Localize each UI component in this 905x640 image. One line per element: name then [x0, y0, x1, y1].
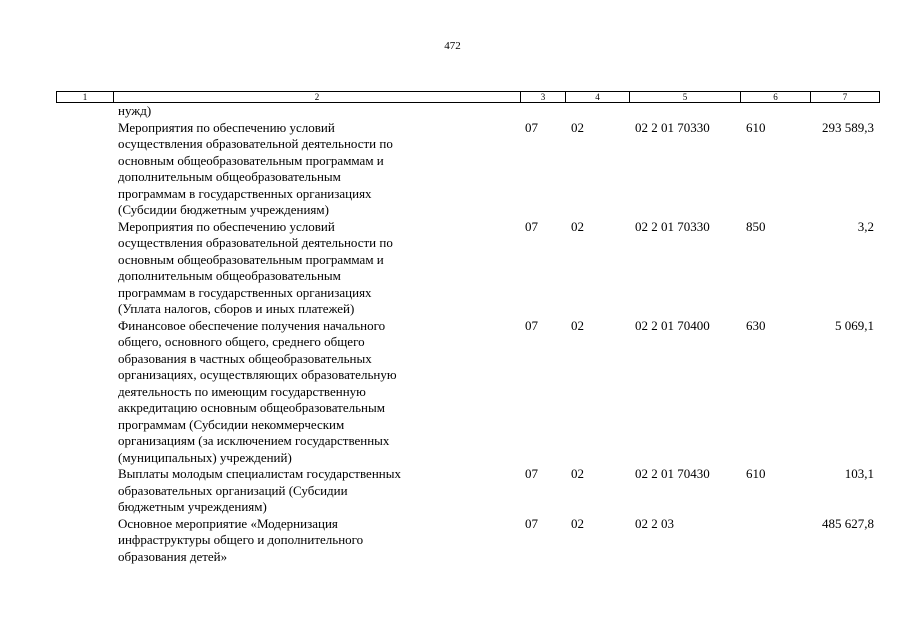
section-code-cell: 07	[525, 218, 538, 234]
expense-name-line: дополнительным общеобразовательным	[118, 169, 341, 184]
expense-name-cell	[113, 516, 520, 566]
header-col-2: 2	[114, 92, 521, 102]
amount-cell: 5 069,1	[835, 317, 874, 333]
table-row	[56, 219, 880, 318]
expense-name-line: Мероприятия по обеспечению условий	[118, 119, 335, 135]
expense-name-cell	[113, 120, 520, 219]
table-row	[56, 103, 880, 120]
header-col-1: 1	[57, 92, 114, 102]
target-article-cell: 02 2 01 70400	[635, 317, 710, 333]
amount-cell	[810, 103, 880, 120]
expense-name-line: Финансовое обеспечение получения начального	[118, 317, 386, 333]
row-spacer-cell	[56, 120, 113, 219]
amount-cell: 293 589,3	[822, 119, 874, 135]
table-header-row	[56, 91, 880, 103]
section-code-cell: 07	[525, 317, 538, 333]
expense-name-line: инфраструктуры общего и дополнительного	[118, 532, 364, 547]
expense-name-line: программам в государственных организациях	[118, 185, 372, 201]
amount-cell: 485 627,8	[822, 515, 874, 531]
expense-name-line: образования детей»	[118, 548, 228, 564]
section-code-cell	[520, 103, 565, 120]
expense-type-cell: 610	[746, 119, 766, 135]
expense-name-line: образовательных организаций (Субсидии	[118, 482, 348, 498]
header-col-4: 4	[566, 92, 630, 102]
expense-type-cell	[740, 103, 810, 120]
header-col-5: 5	[630, 92, 741, 102]
section-code-cell: 07	[525, 466, 538, 481]
header-col-3: 3	[521, 92, 566, 102]
row-spacer-cell	[56, 103, 113, 120]
expense-name-line: организациях, осуществляющих образовательную	[118, 367, 397, 382]
subsection-code-cell: 02	[571, 466, 584, 481]
expense-type-cell	[740, 516, 810, 566]
subsection-code-cell: 02	[571, 317, 584, 333]
expense-name-line: Выплаты молодым специалистам государственных	[118, 466, 401, 481]
target-article-cell: 02 2 01 70330	[635, 119, 710, 135]
expense-type-cell: 610	[746, 466, 766, 481]
section-code-cell: 07	[525, 119, 538, 135]
expense-name-line: нужд)	[118, 103, 152, 118]
table-row	[56, 466, 880, 516]
expense-name-line: Основное мероприятие «Модернизация	[118, 515, 338, 531]
row-spacer-cell	[56, 219, 113, 318]
expense-name-line: организациям (за исключением государственных	[118, 433, 390, 448]
expense-name-line: основным общеобразовательным программам и	[118, 251, 384, 267]
expense-name-cell	[113, 103, 520, 120]
expense-type-cell: 630	[746, 317, 766, 333]
expense-name-cell	[113, 219, 520, 318]
page-number: 472	[444, 40, 461, 52]
expense-name-line: деятельность по имеющим государственную	[118, 383, 366, 399]
subsection-code-cell: 02	[571, 515, 584, 531]
target-article-cell	[629, 103, 740, 120]
expense-name-line: программам в государственных организациях	[118, 284, 372, 300]
expense-name-line: (Субсидии бюджетным учреждениям)	[118, 202, 329, 217]
expense-name-line: аккредитацию основным общеобразовательным	[118, 400, 385, 415]
expense-name-cell	[113, 466, 520, 516]
expense-name-line: бюджетным учреждениям)	[118, 499, 267, 514]
subsection-code-cell	[565, 103, 629, 120]
expense-type-cell: 850	[746, 218, 766, 234]
expense-name-line: общего, основного общего, среднего общего	[118, 334, 365, 349]
expense-name-line: дополнительным общеобразовательным	[118, 268, 341, 283]
expense-name-line: осуществления образовательной деятельности по	[118, 136, 393, 151]
expense-name-line: (муниципальных) учреждений)	[118, 449, 292, 465]
target-article-cell: 02 2 03	[635, 515, 674, 531]
table-body	[56, 103, 880, 565]
table-row	[56, 120, 880, 219]
row-spacer-cell	[56, 516, 113, 566]
target-article-cell: 02 2 01 70330	[635, 218, 710, 234]
expense-name-line: программам (Субсидии некоммерческим	[118, 416, 345, 432]
target-article-cell: 02 2 01 70430	[635, 466, 710, 481]
expense-name-line: образования в частных общеобразовательных	[118, 350, 372, 366]
expense-name-line: основным общеобразовательным программам и	[118, 152, 384, 168]
header-col-7: 7	[842, 92, 848, 102]
subsection-code-cell: 02	[571, 218, 584, 234]
expense-name-line: Мероприятия по обеспечению условий	[118, 218, 335, 234]
amount-cell: 3,2	[857, 218, 874, 234]
expense-name-cell	[113, 318, 520, 467]
section-code-cell: 07	[525, 515, 538, 531]
amount-cell: 103,1	[844, 466, 874, 481]
table-row	[56, 318, 880, 467]
header-col-6: 6	[741, 92, 811, 102]
budget-table	[56, 91, 880, 565]
row-spacer-cell	[56, 318, 113, 467]
subsection-code-cell: 02	[571, 119, 584, 135]
table-row	[56, 516, 880, 566]
expense-name-line: осуществления образовательной деятельности по	[118, 235, 393, 250]
expense-name-line: (Уплата налогов, сборов и иных платежей)	[118, 301, 355, 316]
row-spacer-cell	[56, 466, 113, 516]
